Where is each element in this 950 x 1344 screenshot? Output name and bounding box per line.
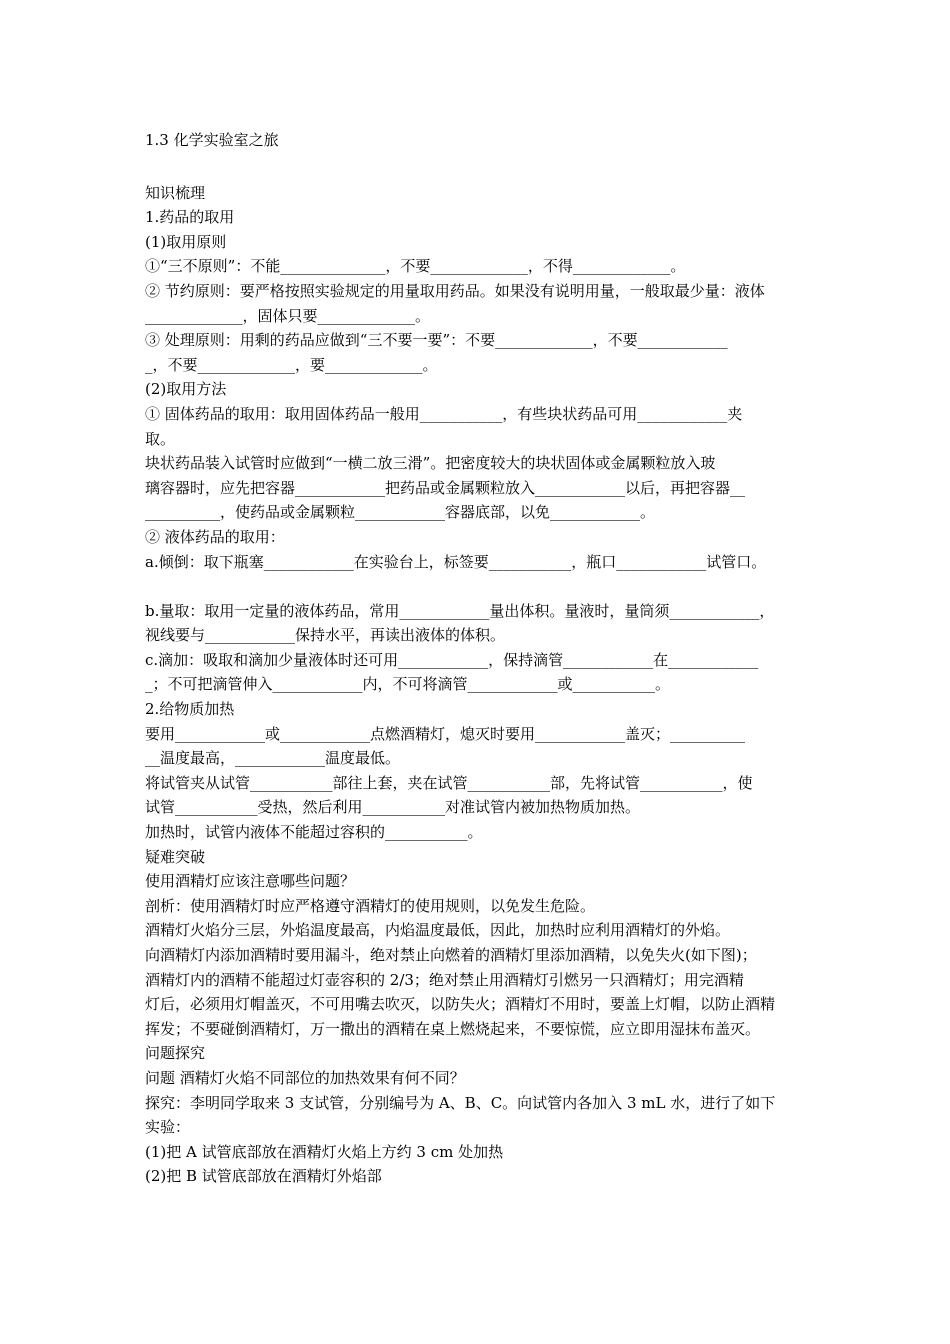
- text-line: 知识梳理: [145, 183, 206, 202]
- text-line: 要用____________或____________点燃酒精灯，熄灭时要用____________盖灭；__________: [145, 724, 746, 743]
- text-line: ① 固体药品的取用：取用固体药品一般用___________，有些块状药品可用____________夹: [145, 404, 743, 423]
- document-title: 1.3 化学实验室之旅: [145, 131, 279, 149]
- text-line: (1)把 A 试管底部放在酒精灯火焰上方约 3 cm 处加热: [145, 1142, 504, 1161]
- document-page: [145, 128, 815, 1189]
- text-line: 剖析：使用酒精灯时应严格遵守酒精灯的使用规则，以免发生危险。: [145, 896, 596, 915]
- text-line: 挥发；不要碰倒酒精灯，万一撒出的酒精在桌上燃烧起来，不要惊慌，应立即用湿抹布盖灭。: [145, 1019, 761, 1038]
- text-line: (1)取用原则: [145, 232, 227, 251]
- text-line: 加热时，试管内液体不能超过容积的___________。: [145, 823, 483, 842]
- text-line: 酒精灯火焰分三层，外焰温度最高，内焰温度最低，因此，加热时应利用酒精灯的外焰。: [145, 921, 731, 940]
- text-line: 酒精灯内的酒精不能超过灯壶容积的 2/3；绝对禁止用酒精灯引燃另一只酒精灯；用完酒精: [145, 970, 744, 989]
- text-line: _____________，固体只要_____________。: [145, 306, 431, 325]
- text-line: __温度最高，____________温度最低。: [145, 749, 401, 768]
- text-line: b.量取：取用一定量的液体药品，常用____________量出体积。量液时，量筒须____________，: [145, 601, 775, 620]
- text-line: 向酒精灯内添加酒精时要用漏斗，绝对禁止向燃着的酒精灯里添加酒精，以免失火(如下图)；: [145, 946, 757, 964]
- text-line: _；不可把滴管伸入____________内，不可将滴管____________或___________。: [145, 675, 671, 694]
- text-line: ② 液体药品的取用：: [145, 527, 285, 546]
- text-line: 块状药品装入试管时应做到“一横二放三滑”。把密度较大的块状固体或金属颗粒放入玻: [145, 454, 716, 473]
- text-line: a.倾倒：取下瓶塞____________在实验台上，标签要___________，瓶口____________试管口。: [145, 552, 767, 571]
- text-line: _，不要_____________，要_____________。: [145, 355, 438, 374]
- text-line: 灯后，必须用灯帽盖灭，不可用嘴去吹灭，以防失火；酒精灯不用时，要盖上灯帽，以防止酒精: [145, 995, 776, 1014]
- text-line: ③ 处理原则：用剩的药品应做到“三不要一要”：不要_____________，不要____________: [145, 331, 728, 350]
- text-line: 视线要与____________保持水平，再读出液体的体积。: [145, 626, 506, 645]
- text-line: (2)取用方法: [145, 380, 227, 399]
- text-line: 使用酒精灯应该注意哪些问题？: [145, 872, 356, 891]
- text-line: (2)把 B 试管底部放在酒精灯外焰部: [145, 1167, 382, 1186]
- text-line: 2.给物质加热: [145, 700, 235, 719]
- text-line: 疑难突破: [145, 847, 206, 866]
- text-line: 实验：: [145, 1118, 191, 1137]
- text-line: 1.药品的取用: [145, 208, 235, 227]
- text-line: [145, 574, 815, 599]
- text-line: 试管___________受热，然后利用___________对准试管内被加热物质加热。: [145, 798, 641, 817]
- text-line: 探究：李明同学取来 3 支试管，分别编号为 A、B、C。向试管内各加入 3 mL 水，进行了如下: [145, 1093, 776, 1112]
- text-line: 将试管夹从试管___________部往上套，夹在试管___________部，先将试管___________，使: [145, 773, 753, 792]
- text-line: ② 节约原则：要严格按照实验规定的用量取用药品。如果没有说明用量，一般取最少量：液体: [145, 281, 765, 300]
- text-line: c.滴加：吸取和滴加少量液体时还可用____________，保持滴管____________在____________: [145, 650, 759, 669]
- text-line: 问题 酒精灯火焰不同部位的加热效果有何不同？: [145, 1068, 465, 1087]
- text-line: ①“三不原则”：不能______________，不要_____________，不得_____________。: [145, 257, 686, 276]
- document-body: [145, 181, 815, 1189]
- text-line: 问题探究: [145, 1044, 206, 1063]
- text-line: __________，使药品或金属颗粒____________容器底部，以免____________。: [145, 503, 656, 522]
- text-line: 璃容器时，应先把容器____________把药品或金属颗粒放入____________以后，再把容器__: [145, 478, 746, 497]
- text-line: 取。: [145, 429, 176, 448]
